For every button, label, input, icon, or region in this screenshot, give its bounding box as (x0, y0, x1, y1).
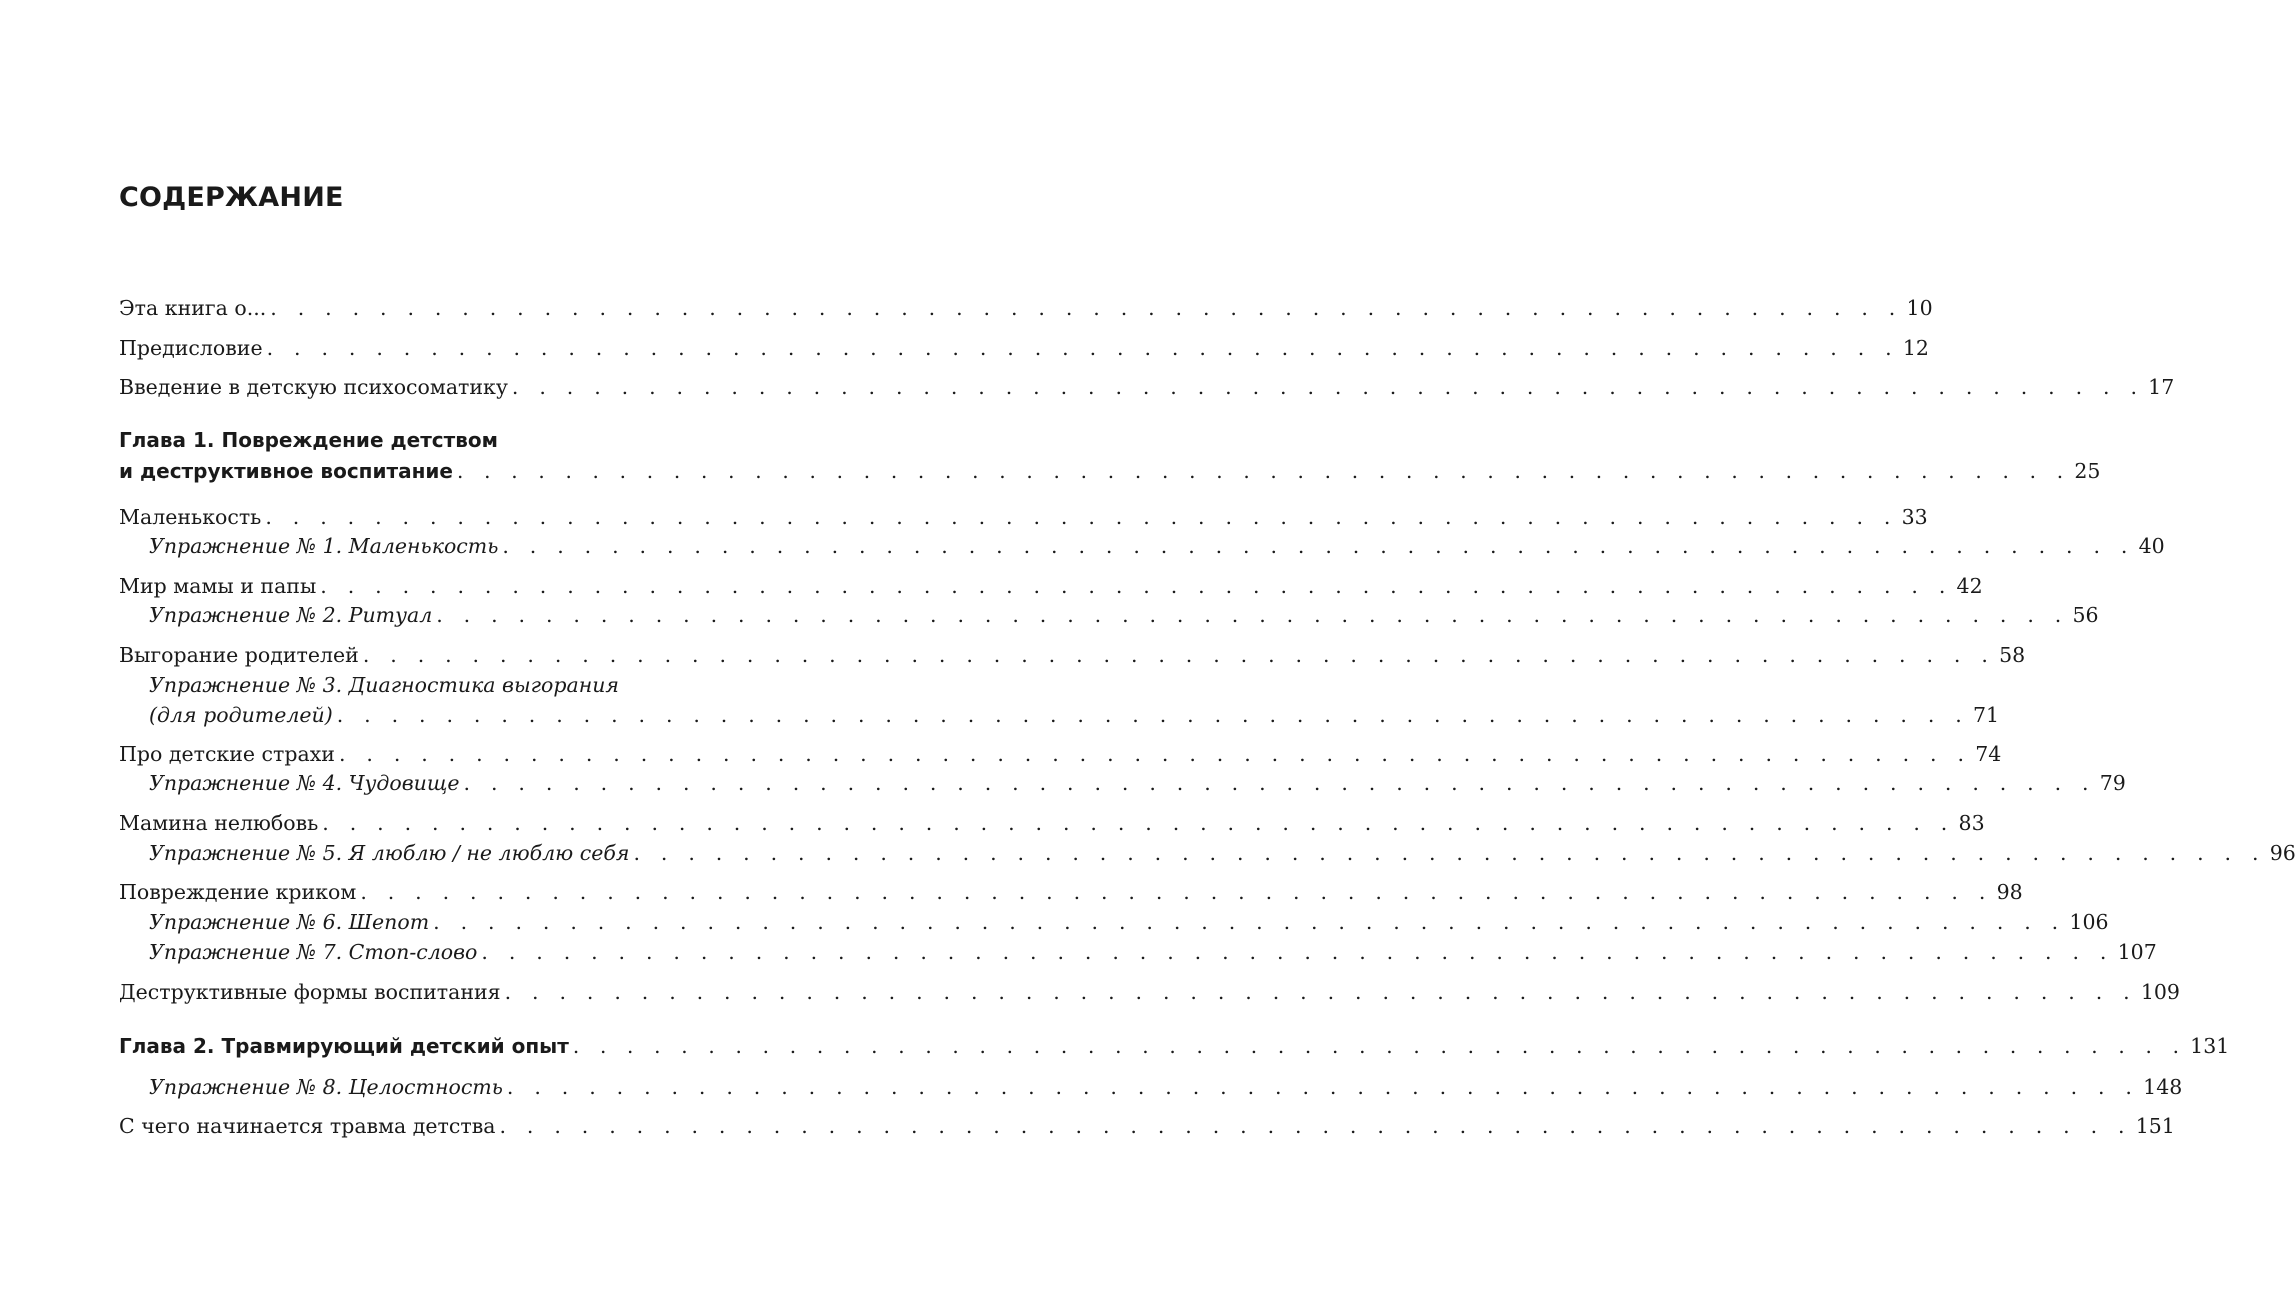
toc-exercise-entry[interactable] (149, 838, 2296, 868)
toc-entry-label: Мир мамы и папы (119, 574, 317, 598)
dot-leader: . . . . . . . . . . . . . . . . . . . . . . . . . . . . . . . . . . . . . . . . . . . . . . . . . . . . . . . . . . . . (511, 375, 2145, 399)
toc-entry-label: Деструктивные формы воспитания (119, 980, 501, 1004)
toc-entry[interactable] (119, 739, 2002, 769)
toc-entry-page: 17 (2148, 375, 2175, 399)
dot-leader: . . . . . . . . . . . . . . . . . . . . . . . . . . . . . . . . . . . . . . . . . . . . . . . . . . . . . . . . . . . . (633, 841, 2266, 865)
toc-entry-label: Выгорание родителей (119, 643, 359, 667)
toc-exercise-entry[interactable] (149, 700, 2000, 730)
toc-entry-label: Упражнение № 7. Стоп-слово (149, 940, 478, 964)
toc-entry[interactable] (119, 977, 2180, 1007)
toc-entry-label: Упражнение № 2. Ритуал (149, 603, 433, 627)
toc-entry-page: 56 (2072, 603, 2099, 627)
toc-entry-page: 98 (1996, 880, 2023, 904)
toc-entry[interactable] (119, 808, 1985, 838)
toc-entry[interactable] (119, 571, 1983, 601)
dot-leader: . . . . . . . . . . . . . . . . . . . . . . . . . . . . . . . . . . . . . . . . . . . . . . . . . . . . . . . . . . . . (463, 771, 2096, 795)
toc-entry[interactable] (119, 640, 2026, 670)
toc-entry[interactable] (119, 372, 2175, 402)
toc-exercise-entry[interactable] (149, 907, 2109, 937)
page-title: СОДЕРЖАНИЕ (119, 182, 344, 213)
toc-entry-page: 151 (2135, 1114, 2175, 1138)
toc-chapter-entry[interactable] (119, 1031, 2230, 1061)
toc-entry-page: 33 (1901, 505, 1928, 529)
dot-leader: . . . . . . . . . . . . . . . . . . . . . . . . . . . . . . . . . . . . . . . . . . . . . . . . . . . . . . . . . . . . (336, 703, 1969, 727)
toc-entry-label: и деструктивное воспитание (119, 459, 453, 483)
dot-leader: . . . . . . . . . . . . . . . . . . . . . . . . . . . . . . . . . . . . . . . . . . . . . . . . . . . . . . . . . . . . (322, 811, 1955, 835)
toc-entry-page: 40 (2138, 534, 2165, 558)
toc-exercise-entry[interactable] (149, 600, 2099, 630)
toc-entry-label: Упражнение № 1. Маленькость (149, 534, 499, 558)
toc-entry-label: Повреждение криком (119, 880, 357, 904)
toc-entry[interactable] (119, 293, 1933, 323)
dot-leader: . . . . . . . . . . . . . . . . . . . . . . . . . . . . . . . . . . . . . . . . . . . . . . . . . . . . . . . . . . . . (270, 296, 1903, 320)
dot-leader: . . . . . . . . . . . . . . . . . . . . . . . . . . . . . . . . . . . . . . . . . . . . . . . . . . . . . . . . . . . . (266, 336, 1899, 360)
toc-exercise-entry[interactable] (149, 1072, 2183, 1102)
dot-leader: . . . . . . . . . . . . . . . . . . . . . . . . . . . . . . . . . . . . . . . . . . . . . . . . . . . . . . . . . . . . (433, 910, 2066, 934)
toc-entry-page: 71 (1973, 703, 2000, 727)
toc-entry-label: Упражнение № 4. Чудовище (149, 771, 460, 795)
toc-entry-page: 58 (1999, 643, 2026, 667)
dot-leader: . . . . . . . . . . . . . . . . . . . . . . . . . . . . . . . . . . . . . . . . . . . . . . . . . . . . . . . . . . . . (506, 1075, 2140, 1099)
toc-entry-label: Упражнение № 5. Я люблю / не люблю себя (149, 841, 630, 865)
dot-leader: . . . . . . . . . . . . . . . . . . . . . . . . . . . . . . . . . . . . . . . . . . . . . . . . . . . . . . . . . . . . (360, 880, 1993, 904)
toc-entry-page: 96 (2269, 841, 2296, 865)
toc-entry[interactable] (119, 333, 1929, 363)
toc-entry-page: 106 (2069, 910, 2109, 934)
toc-entry[interactable] (119, 1111, 2175, 1141)
toc-entry-page: 131 (2190, 1034, 2230, 1058)
toc-exercise-entry[interactable] (149, 768, 2126, 798)
toc-chapter-entry[interactable] (119, 456, 2101, 486)
toc-entry-page: 79 (2099, 771, 2126, 795)
toc-entry-page: 10 (1906, 296, 1933, 320)
dot-leader: . . . . . . . . . . . . . . . . . . . . . . . . . . . . . . . . . . . . . . . . . . . . . . . . . . . . . . . . . . . . (362, 643, 1996, 667)
dot-leader: . . . . . . . . . . . . . . . . . . . . . . . . . . . . . . . . . . . . . . . . . . . . . . . . . . . . . . . . . . . . (436, 603, 2069, 627)
exercise-title-line[interactable]: Упражнение № 3. Диагностика выгорания (149, 673, 619, 697)
dot-leader: . . . . . . . . . . . . . . . . . . . . . . . . . . . . . . . . . . . . . . . . . . . . . . . . . . . . . . . . . . . . (456, 459, 2071, 483)
toc-entry-label: Глава 2. Травмирующий детский опыт (119, 1034, 569, 1058)
dot-leader: . . . . . . . . . . . . . . . . . . . . . . . . . . . . . . . . . . . . . . . . . . . . . . . . . . . . . . . . . . . . (481, 940, 2114, 964)
toc-entry-page: 74 (1975, 742, 2002, 766)
toc-entry-label: Эта книга о... (119, 296, 267, 320)
toc-entry-page: 107 (2117, 940, 2157, 964)
dot-leader: . . . . . . . . . . . . . . . . . . . . . . . . . . . . . . . . . . . . . . . . . . . . . . . . . . . . . . . . . . . . (499, 1114, 2132, 1138)
toc-entry-page: 12 (1902, 336, 1929, 360)
toc-entry-page: 83 (1958, 811, 1985, 835)
toc-entry-page: 109 (2140, 980, 2180, 1004)
dot-leader: . . . . . . . . . . . . . . . . . . . . . . . . . . . . . . . . . . . . . . . . . . . . . . . . . . . . . . . . . . . . (338, 742, 1972, 766)
toc-entry-label: Про детские страхи (119, 742, 335, 766)
chapter-title-line[interactable]: Глава 1. Повреждение детством (119, 428, 498, 452)
toc-entry-label: Упражнение № 8. Целостность (149, 1075, 503, 1099)
toc-exercise-entry[interactable] (149, 937, 2157, 967)
toc-entry-label: (для родителей) (149, 703, 333, 727)
dot-leader: . . . . . . . . . . . . . . . . . . . . . . . . . . . . . . . . . . . . . . . . . . . . . . . . . . . . . . . . . . . . (504, 980, 2137, 1004)
toc-entry-page: 42 (1956, 574, 1983, 598)
toc-entry-label: Предисловие (119, 336, 263, 360)
toc-entry[interactable] (119, 502, 1928, 532)
dot-leader: . . . . . . . . . . . . . . . . . . . . . . . . . . . . . . . . . . . . . . . . . . . . . . . . . . . . . . . . . . . . (320, 574, 1953, 598)
toc-entry-label: Маленькость (119, 505, 262, 529)
dot-leader: . . . . . . . . . . . . . . . . . . . . . . . . . . . . . . . . . . . . . . . . . . . . . . . . . . . . . . . . . . . . (572, 1034, 2187, 1058)
toc-entry-page: 148 (2143, 1075, 2183, 1099)
toc-entry-label: С чего начинается травма детства (119, 1114, 496, 1138)
toc-exercise-entry[interactable] (149, 531, 2165, 561)
toc-entry-page: 25 (2074, 459, 2101, 483)
toc-entry-label: Упражнение № 6. Шепот (149, 910, 430, 934)
toc-entry-label: Введение в детскую психосоматику (119, 375, 508, 399)
toc-entry[interactable] (119, 877, 2023, 907)
dot-leader: . . . . . . . . . . . . . . . . . . . . . . . . . . . . . . . . . . . . . . . . . . . . . . . . . . . . . . . . . . . . (502, 534, 2135, 558)
dot-leader: . . . . . . . . . . . . . . . . . . . . . . . . . . . . . . . . . . . . . . . . . . . . . . . . . . . . . . . . . . . . (265, 505, 1898, 529)
toc-entry-label: Мамина нелюбовь (119, 811, 319, 835)
